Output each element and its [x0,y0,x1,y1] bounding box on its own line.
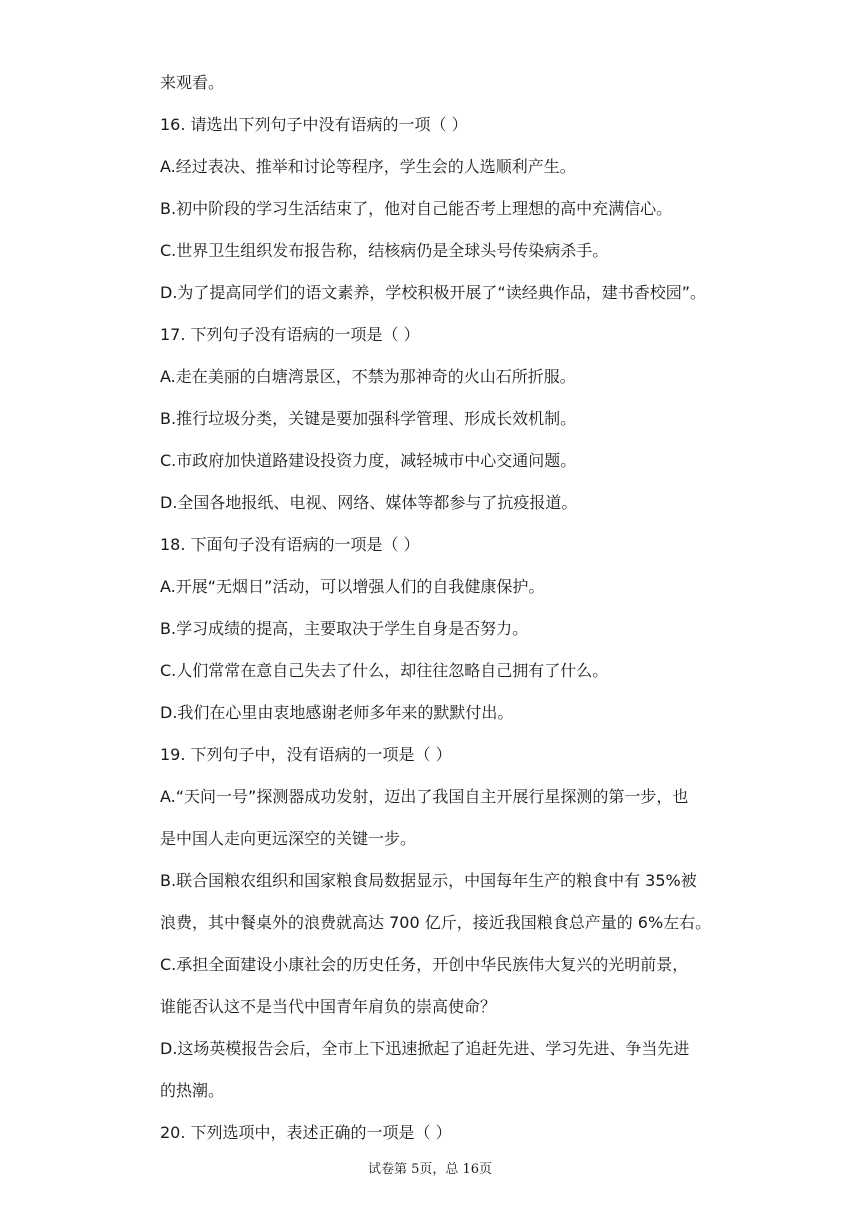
text-line: 来观看。 [160,73,225,92]
option-16b: B.初中阶段的学习生活结束了，他对自己能否考上理想的高中充满信心。 [160,199,673,218]
option-19c-line1: C.承担全面建设小康社会的历史任务，开创中华民族伟大复兴的光明前景， [160,955,689,974]
option-19b-line1: B.联合国粮农组织和国家粮食局数据显示，中国每年生产的粮食中有 35%被 [160,871,697,890]
option-19c-line2: 谁能否认这不是当代中国青年肩负的崇高使命？ [160,997,497,1016]
option-19a-line2: 是中国人走向更远深空的关键一步。 [160,829,417,848]
option-18c: C.人们常常在意自己失去了什么，却往往忽略自己拥有了什么。 [160,661,609,680]
page-footer: 试卷第 5页，总 16页 [367,1162,493,1177]
question-20: 20. 下列选项中，表述正确的一项是（ ） [160,1123,452,1142]
option-17a: A.走在美丽的白塘湾景区，不禁为那神奇的火山石所折服。 [160,367,576,386]
option-16a: A.经过表决、推举和讨论等程序，学生会的人选顺利产生。 [160,157,576,176]
option-19a-line1: A.“天问一号”探测器成功发射，迈出了我国自主开展行星探测的第一步，也 [160,787,689,806]
option-18b: B.学习成绩的提高，主要取决于学生自身是否努力。 [160,619,529,638]
option-19d-line2: 的热潮。 [160,1081,225,1100]
question-17: 17. 下列句子没有语病的一项是（ ） [160,325,420,344]
option-17d: D.全国各地报纸、电视、网络、媒体等都参与了抗疫报道。 [160,493,578,512]
option-16c: C.世界卫生组织发布报告称，结核病仍是全球头号传染病杀手。 [160,241,609,260]
option-18a: A.开展“无烟日”活动，可以增强人们的自我健康保护。 [160,577,545,596]
option-17c: C.市政府加快道路建设投资力度，减轻城市中心交通问题。 [160,451,577,470]
option-19d-line1: D.这场英模报告会后，全市上下迅速掀起了追赶先进、学习先进、争当先进 [160,1039,690,1058]
question-19: 19. 下列句子中，没有语病的一项是（ ） [160,745,452,764]
question-18: 18. 下面句子没有语病的一项是（ ） [160,535,420,554]
option-17b: B.推行垃圾分类，关键是要加强科学管理、形成长效机制。 [160,409,577,428]
option-18d: D.我们在心里由衷地感谢老师多年来的默默付出。 [160,703,514,722]
page-content [160,62,740,1154]
option-19b-line2: 浪费，其中餐桌外的浪费就高达 700 亿斤，接近我国粮食总产量的 6%左右。 [160,913,712,932]
question-16: 16. 请选出下列句子中没有语病的一项（ ） [160,115,468,134]
option-16d: D.为了提高同学们的语文素养，学校积极开展了“读经典作品，建书香校园”。 [160,283,706,302]
